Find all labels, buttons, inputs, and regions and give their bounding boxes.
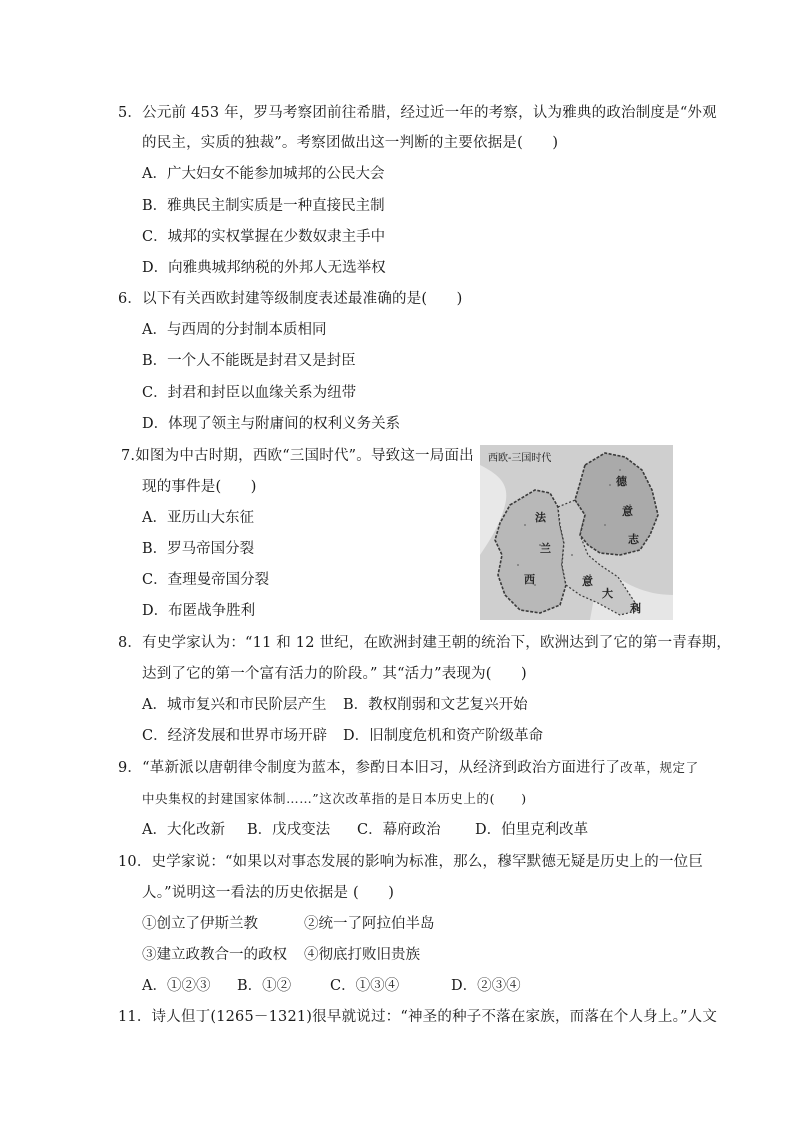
q10-option-d: D．②③④ [451, 978, 521, 994]
q5-option-a: A．广大妇女不能参加城邦的公民大会 [142, 166, 385, 182]
q8-option-c: C．经济发展和世界市场开辟 [142, 728, 328, 744]
map-label-lan: 兰 [540, 542, 551, 555]
q7-stem-line1: 7.如图为中古时期，西欧“三国时代”。导致这一局面出 [121, 448, 474, 464]
q9-option-a: A．大化改新 [142, 822, 225, 838]
q10-option-a: A．①②③ [142, 978, 211, 994]
q10-option-c: C．①③④ [330, 978, 400, 994]
q9-option-c: C．幕府政治 [357, 822, 441, 838]
q10-item-2: ②统一了阿拉伯半岛 [304, 916, 435, 932]
q7-option-a: A．亚历山大东征 [142, 510, 254, 526]
q7-stem-line2: 现的事件是( ) [142, 479, 257, 495]
map-label-da: 大 [602, 587, 613, 600]
q6-option-a: A．与西周的分封制本质相同 [142, 322, 327, 338]
q8-stem-line1: 8．有史学家认为：“11 和 12 世纪，在欧洲封建王朝的统治下，欧洲达到了它的第一青春期， [118, 635, 732, 651]
q10-item-3: ③建立政教合一的政权 [142, 947, 287, 963]
q7-option-c: C．查理曼帝国分裂 [142, 572, 270, 588]
q5-stem-line1: 5．公元前 453 年，罗马考察团前往希腊，经过近一年的考察，认为雅典的政治制度是“外观 [118, 105, 717, 121]
map-label-yi2: 意 [582, 575, 593, 588]
q9-stem-line1-main: 9．“革新派以唐朝律令制度为蓝本，参酌日本旧习，从经济到政治方面进行了 [118, 760, 621, 776]
q9-stem-line2: 中央集权的封建国家体制……”这次改革指的是日本历史上的( ) [142, 791, 527, 806]
q5-option-c: C．城邦的实权掌握在少数奴隶主手中 [142, 229, 386, 245]
map-label-xi: 西 [524, 573, 535, 586]
map-title: 西欧-三国时代 [488, 453, 552, 464]
q6-option-b: B．一个人不能既是封君又是封臣 [142, 353, 356, 369]
q7-map-image [480, 445, 673, 620]
q10-stem-line1: 10．史学家说：“如果以对事态发展的影响为标准，那么，穆罕默德无疑是历史上的一位巨 [118, 854, 704, 870]
q10-stem-line2: 人。”说明这一看法的历史依据是 ( ) [142, 885, 395, 901]
q10-item-4: ④彻底打败旧贵族 [304, 947, 420, 963]
q9-option-b: B．戊戌变法 [247, 822, 331, 838]
q8-option-a: A．城市复兴和市民阶层产生 [142, 697, 327, 713]
q8-option-d: D．旧制度危机和资产阶级革命 [343, 728, 544, 744]
q9-stem-line1-tail: 改革，规定了 [620, 760, 699, 775]
q10-item-1: ①创立了伊斯兰教 [142, 916, 258, 932]
map-label-fa: 法 [535, 511, 546, 524]
q6-stem-line1: 6．以下有关西欧封建等级制度表述最准确的是( ) [118, 291, 463, 307]
q8-option-b: B．教权削弱和文艺复兴开始 [343, 697, 528, 713]
q8-stem-line2: 达到了它的第一个富有活力的阶段。” 其“活力”表现为( ) [142, 666, 527, 682]
q5-option-d: D．向雅典城邦纳税的外邦人无选举权 [142, 260, 386, 276]
q7-option-d: D．布匿战争胜利 [142, 603, 256, 619]
q5-stem-line2: 的民主，实质的独裁”。考察团做出这一判断的主要依据是( ) [142, 135, 559, 151]
q9-option-d: D．伯里克利改革 [475, 822, 589, 838]
q9-stem-line1 [118, 758, 699, 778]
q7-option-b: B．罗马帝国分裂 [142, 541, 255, 557]
q6-option-c: C．封君和封臣以血缘关系为纽带 [142, 385, 357, 401]
map-label-yi1: 意 [622, 505, 633, 518]
q11-stem-line1: 11．诗人但丁(1265－1321)很早就说过：“神圣的种子不落在家族，而落在个人身上。”人文 [118, 1009, 718, 1025]
map-label-zhi: 志 [628, 533, 639, 546]
map-label-de: 德 [616, 475, 627, 488]
q10-option-b: B．①② [237, 978, 292, 994]
q5-option-b: B．雅典民主制实质是一种直接民主制 [142, 198, 385, 214]
map-label-li: 利 [630, 602, 641, 615]
q6-option-d: D．体现了领主与附庸间的权利义务关系 [142, 416, 401, 432]
